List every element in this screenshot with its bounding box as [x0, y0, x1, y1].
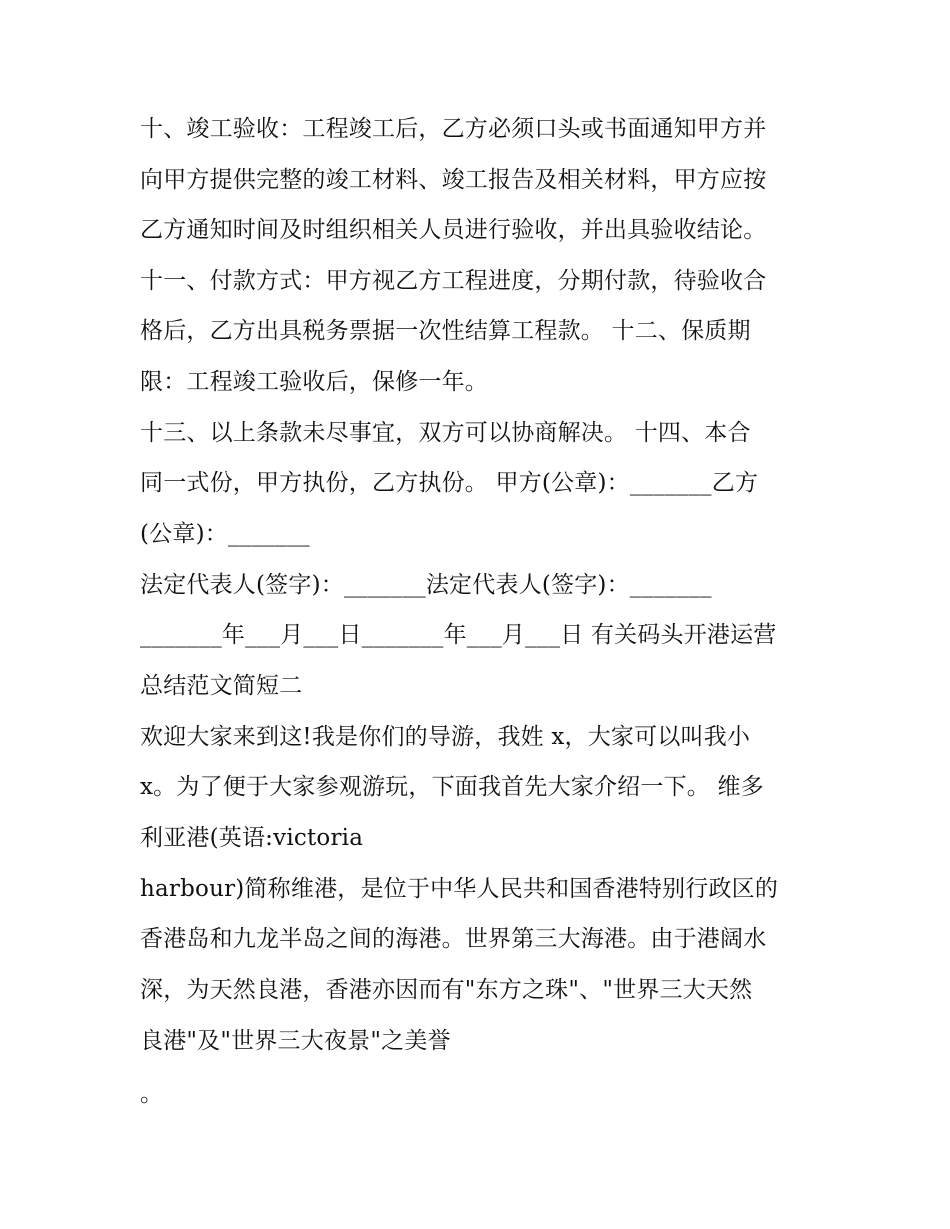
text-line: 乙方通知时间及时组织相关人员进行验收，并出具验收结论。	[140, 217, 767, 243]
text-line: 利亚港(英语:victoria	[140, 825, 364, 851]
text-line: 法定代表人(签字)：_______法定代表人(签字)：_______	[140, 572, 712, 598]
text-line: 香港岛和九龙半岛之间的海港。世界第三大海港。由于港阔水	[140, 926, 767, 952]
text-line: 十三、以上条款未尽事宜，双方可以协商解决。 十四、本合	[140, 420, 751, 446]
text-line: 格后，乙方出具税务票据一次性结算工程款。 十二、保质期	[140, 318, 751, 344]
text-line: 十一、付款方式：甲方视乙方工程进度，分期付款，待验收合	[140, 268, 767, 294]
text-line: (公章)：_______	[140, 521, 310, 547]
text-line: 总结范文简短二	[140, 673, 303, 699]
text-line: harbour)简称维港，是位于中华人民共和国香港特别行政区的	[140, 876, 779, 902]
text-line: 向甲方提供完整的竣工材料、竣工报告及相关材料，甲方应按	[140, 167, 767, 193]
text-line: 。	[140, 1081, 164, 1107]
text-line: 深，为天然良港，香港亦因而有"东方之珠"、"世界三大天然	[140, 977, 753, 1003]
text-line: 欢迎大家来到这!我是你们的导游，我姓 x，大家可以叫我小	[140, 724, 751, 750]
text-line: x。为了便于大家参观游玩，下面我首先大家介绍一下。 维多	[140, 774, 764, 800]
text-line: 十、竣工验收：工程竣工后，乙方必须口头或书面通知甲方并	[140, 116, 767, 142]
text-line: 限：工程竣工验收后，保修一年。	[140, 369, 488, 395]
text-line: 良港"及"世界三大夜景"之美誉	[140, 1028, 451, 1054]
text-line: 同一式份，甲方执份，乙方执份。 甲方(公章)：_______乙方	[140, 470, 759, 496]
text-line: _______年___月___日_______年___月___日 有关码头开港运营	[140, 622, 777, 648]
